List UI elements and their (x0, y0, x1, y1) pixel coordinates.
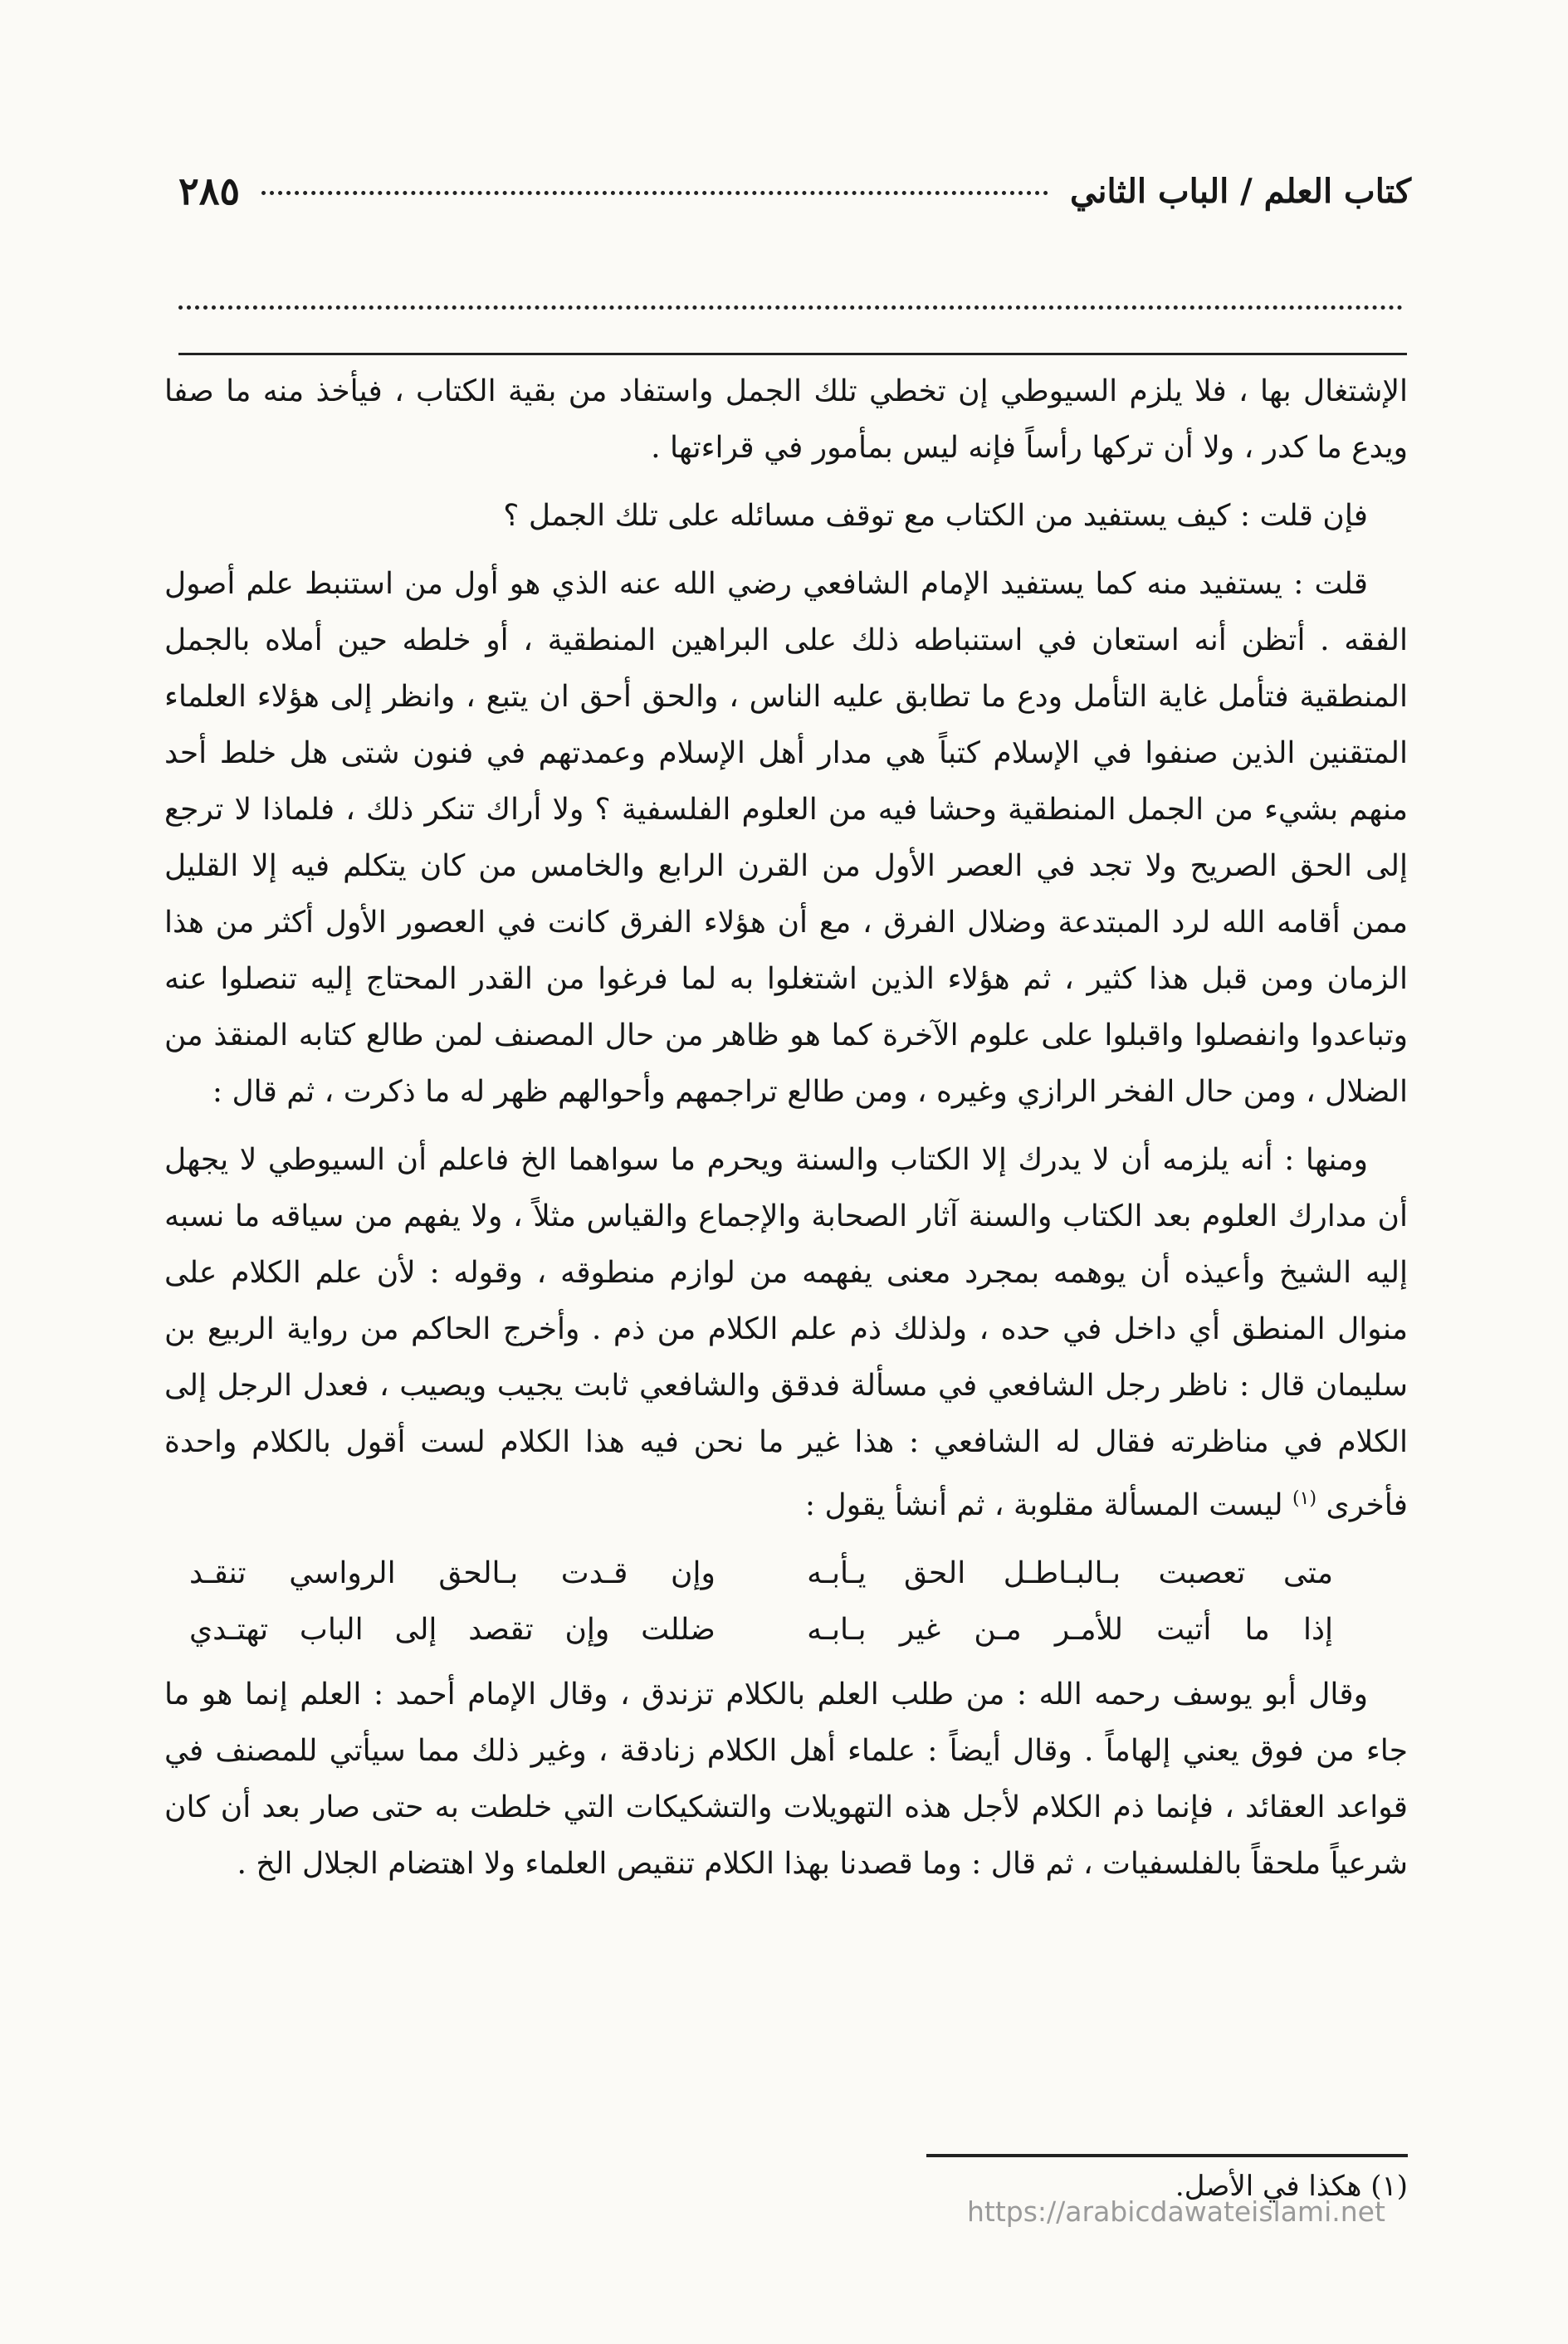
header-title: كتاب العلم / الباب الثاني (1070, 171, 1411, 211)
paragraph-4-tail: ليست المسألة مقلوبة ، ثم أنشأ يقول : (804, 1488, 1283, 1522)
paragraph-2: فإن قلت : كيف يستفيد من الكتاب مع توقف مسائله على تلك الجمل ؟ (503, 499, 1368, 533)
top-rule (178, 353, 1407, 355)
hemistich-2b: ضللت وإن تقصد إلى الباب تهتـدي (189, 1613, 716, 1647)
watermark-url: https://arabicdawateislami.net (967, 2195, 1385, 2228)
poem-verse-2 (164, 1602, 1408, 1658)
running-header (178, 162, 1411, 220)
footnote-reference: (١) (1292, 1488, 1317, 1509)
paragraph-4 (164, 1132, 1408, 1534)
footnote-rule (926, 2154, 1408, 2157)
continuation-dots (178, 305, 1403, 310)
poem-verse-1 (164, 1546, 1408, 1602)
footnote: (١) هكذا في الأصل. (1175, 2170, 1408, 2203)
main-text (164, 364, 1408, 1904)
paragraph-5: وقال أبو يوسف رحمه الله : من طلب العلم بالكلام تزندق ، وقال الإمام أحمد : العلم إنما هو ما جاء من فوق يعني إلهاماً . وقال أيضاً : علماء أهل الكلام زنادقة ، وغير ذلك مما سيأتي للمصنف في قواعد العقائد ، فإنما ذم الكلام لأجل هذه التهويلات والتشكيكات التي خلطت به حتى صار بعد أن كان شرعياً ملحقاً بالفلسفيات ، ثم قال : وما قصدنا بهذا الكلام تنقيص العلماء ولا اهتضام الجلال الخ . (164, 1677, 1408, 1881)
paragraph-3: قلت : يستفيد منه كما يستفيد الإمام الشافعي رضي الله عنه الذي هو أول من استنبط علم أصول الفقه . أتظن أنه استعان في استنباطه ذلك على البراهين المنطقية ، أو خلطه حين أملاه بالجمل المنطقية فتأمل غاية التأمل ودع ما تطابق عليه الناس ، والحق أحق ان يتبع ، وانظر إلى هؤلاء العلماء المتقنين الذين صنفوا في الإسلام كتباً هي مدار أهل الإسلام وعمدتهم في فنون شتى هل خلط أحد منهم بشيء من الجمل المنطقية وحشا فيه من العلوم الفلسفية ؟ ولا أراك تنكر ذلك ، فلماذا لا ترجع إلى الحق الصريح ولا تجد في العصر الأول من القرن الرابع والخامس من كان يتكلم فيه إلا القليل ممن أقامه الله لرد المبتدعة وضلال الفرق ، مع أن هؤلاء الفرق كانت في العصور الأول أكثر من هذا الزمان ومن قبل هذا كثير ، ثم هؤلاء الذين اشتغلوا به لما فرغوا من القدر المحتاج إليه تنصلوا عنه وتباعدوا وانفصلوا واقبلوا على علوم الآخرة كما هو ظاهر من حال المصنف لمن طالع كتابه المنقذ من الضلال ، ومن حال الفخر الرازي وغيره ، ومن طالع تراجمهم وأحوالهم ظهر له ما ذكرت ، ثم قال : (164, 567, 1408, 1109)
hemistich-1a: متى تعصبت بـالبـاطـل الحق يـأبـه (807, 1556, 1333, 1590)
hemistich-1b: وإن قـدت بـالحق الرواسي تنقـد (189, 1556, 716, 1590)
header-leader-dots (261, 188, 1048, 195)
poem (164, 1546, 1408, 1658)
page-number: ٢٨٥ (178, 168, 241, 213)
paragraph-1: الإشتغال بها ، فلا يلزم السيوطي إن تخطي تلك الجمل واستفاد من بقية الكتاب ، فيأخذ منه ما صفا ويدع ما كدر ، ولا أن تركها رأساً فإنه ليس بمأمور في قراءتها . (164, 374, 1408, 465)
paragraph-4-text: ومنها : أنه يلزمه أن لا يدرك إلا الكتاب والسنة ويحرم ما سواهما الخ فاعلم أن السيوطي لا يجهل أن مدارك العلوم بعد الكتاب والسنة آثار الصحابة والإجماع والقياس مثلاً ، ولا يفهم من سياقه ما نسبه إليه الشيخ وأعيذه أن يوهمه بمجرد معنى يفهمه من لوازم منطوقه ، وقوله : لأن علم الكلام على منوال المنطق أي داخل في حده ، ولذلك ذم علم الكلام من ذم . وأخرج الحاكم من رواية الربيع بن سليمان قال : ناظر رجل الشافعي في مسألة فدقق والشافعي ثابت يجيب ويصيب ، فعدل الرجل إلى الكلام في مناظرته فقال له الشافعي : هذا غير ما نحن فيه هذا الكلام لست أقول بالكلام واحدة فأخرى (164, 1143, 1408, 1522)
hemistich-2a: إذا ما أتيت للأمـر مـن غير بـابـه (807, 1613, 1333, 1647)
